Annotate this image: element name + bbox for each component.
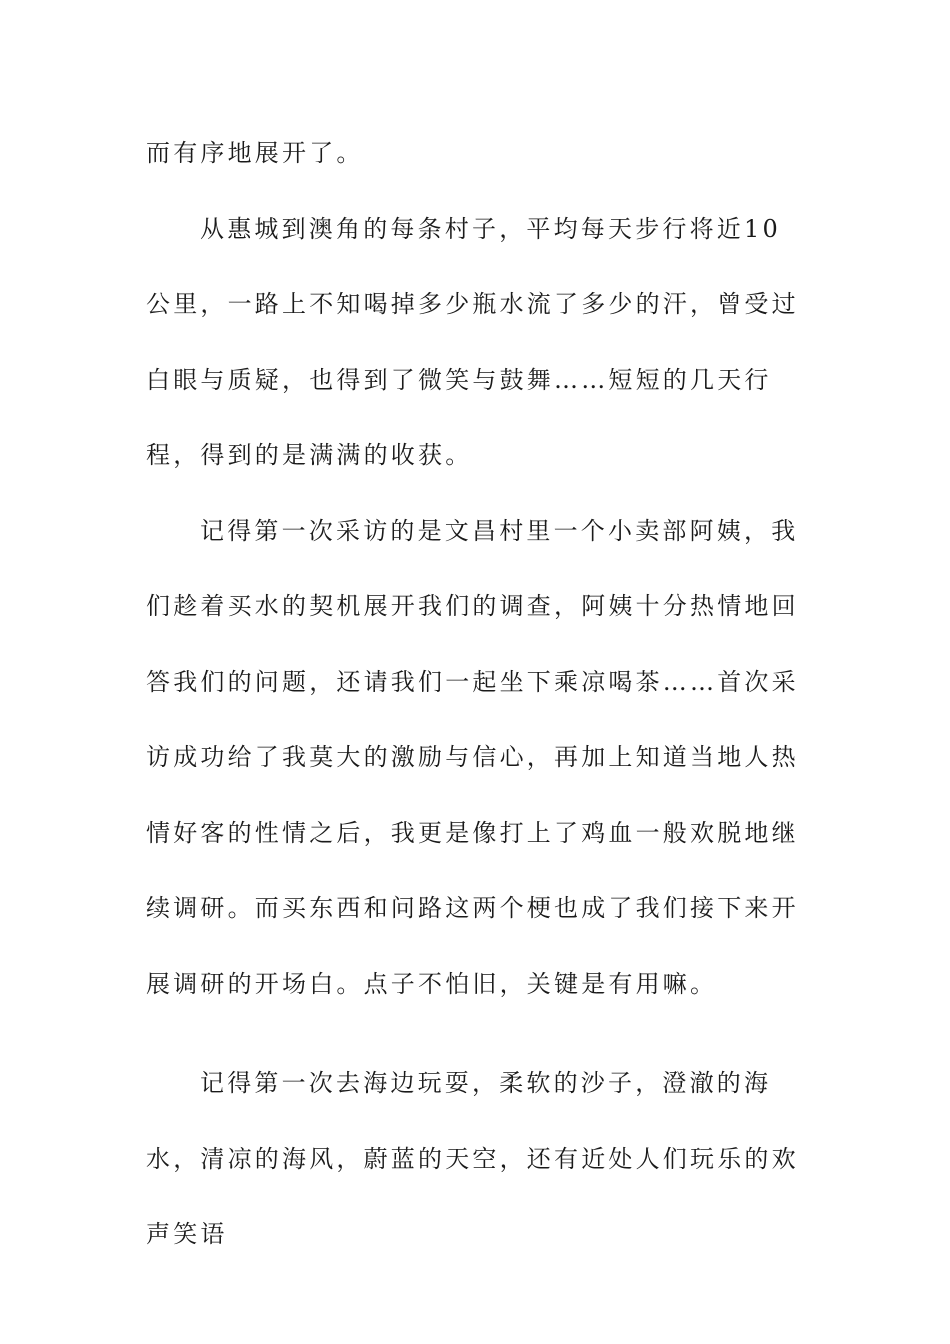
text-block-upper [146, 116, 808, 1022]
paragraph-first-interview: 记得第一次采访的是文昌村里一个小卖部阿姨，我们趁着买水的契机展开我们的调查，阿姨十分热情地回答我们的问题，还请我们一起坐下乘凉喝茶……首次采访成功给了我莫大的激励与信心，再加上知道当地人热情好客的性情之后，我更是像打上了鸡血一般欢脱地继续调研。而买东西和问路这两个梗也成了我们接下来开展调研的开场白。点子不怕旧，关键是有用嘛。 [146, 516, 799, 998]
paragraph-journey: 从惠城到澳角的每条村子，平均每天步行将近10公里，一路上不知喝掉多少瓶水流了多少的汗，曾受过白眼与质疑，也得到了微笑与鼓舞……短短的几天行程，得到的是满满的收获。 [146, 214, 799, 469]
text-block-lower [146, 1046, 808, 1273]
paragraph-continuation: 而有序地展开了。 [146, 139, 364, 167]
paragraph-seaside: 记得第一次去海边玩耍，柔软的沙子，澄澈的海水，清凉的海风，蔚蓝的天空，还有近处人们玩乐的欢声笑语 [146, 1069, 799, 1248]
